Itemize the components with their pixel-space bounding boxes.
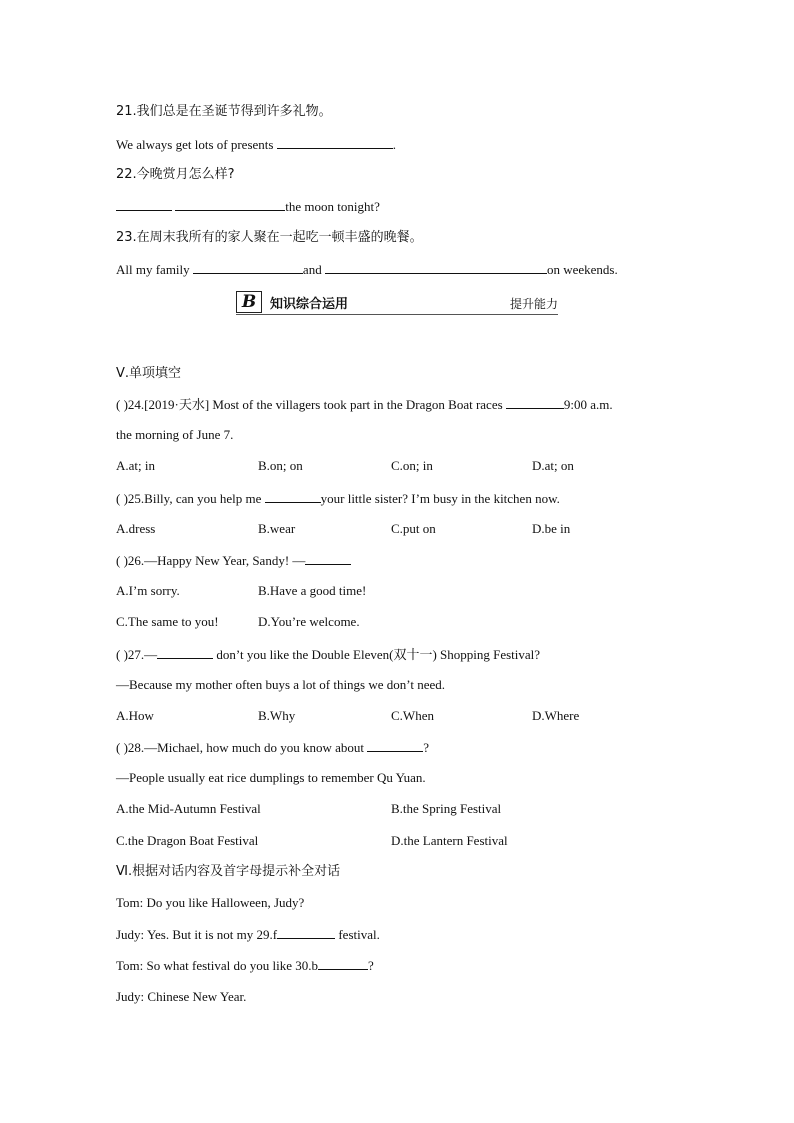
- answer-blank[interactable]: [265, 490, 321, 503]
- dialog-line: Judy: Chinese New Year.: [116, 989, 247, 1004]
- q24-stem-cont: the morning of June 7.: [116, 427, 234, 442]
- banner-title: 知识综合运用: [270, 297, 349, 312]
- answer-blank[interactable]: [157, 646, 213, 659]
- q27-option-c[interactable]: C.When: [391, 708, 434, 723]
- q28-option-c[interactable]: C.the Dragon Boat Festival: [116, 833, 259, 848]
- q24-option-c[interactable]: C.on; in: [391, 458, 433, 473]
- q27-stem: ( )27.— don’t you like the Double Eleven(双十一) Shopping Festival?: [116, 647, 541, 662]
- q25-option-a[interactable]: A.dress: [116, 521, 156, 536]
- q25-stem: ( )25.Billy, can you help me your little sister? I’m busy in the kitchen now.: [116, 491, 560, 506]
- q22-chinese: 22.今晚赏月怎么样?: [116, 167, 235, 182]
- q26-option-d[interactable]: D.You’re welcome.: [258, 614, 360, 629]
- answer-blank[interactable]: [318, 957, 368, 970]
- banner-badge-b: B: [236, 291, 262, 313]
- banner-divider: [236, 314, 558, 315]
- section-banner: [236, 291, 558, 315]
- section-6-title: Ⅵ.根据对话内容及首字母提示补全对话: [116, 864, 341, 879]
- q26-option-a[interactable]: A.I’m sorry.: [116, 583, 180, 598]
- q26-option-c[interactable]: C.The same to you!: [116, 614, 219, 629]
- answer-blank[interactable]: [325, 261, 547, 274]
- answer-blank[interactable]: [277, 926, 335, 939]
- answer-blank[interactable]: [193, 261, 303, 274]
- dialog-line: Judy: Yes. But it is not my 29.f festival.: [116, 927, 380, 942]
- q28-option-b[interactable]: B.the Spring Festival: [391, 801, 502, 816]
- answer-blank[interactable]: [116, 198, 172, 211]
- answer-blank[interactable]: [175, 198, 285, 211]
- q28-stem: ( )28.—Michael, how much do you know about ?: [116, 740, 430, 755]
- q26-stem: ( )26.—Happy New Year, Sandy! —: [116, 552, 351, 569]
- answer-blank[interactable]: [506, 396, 564, 409]
- q25-option-b[interactable]: B.wear: [258, 521, 296, 536]
- q27-option-d[interactable]: D.Where: [532, 708, 580, 723]
- q24-stem: ( )24.[2019·天水] Most of the villagers took part in the Dragon Boat races 9:00 a.m.: [116, 397, 613, 412]
- banner-subtitle: 提升能力: [509, 297, 558, 311]
- q26-option-b[interactable]: B.Have a good time!: [258, 583, 367, 598]
- q27-option-a[interactable]: A.How: [116, 708, 154, 723]
- q25-option-c[interactable]: C.put on: [391, 521, 436, 536]
- q24-option-a[interactable]: A.at; in: [116, 458, 155, 473]
- q21-english: We always get lots of presents .: [116, 137, 396, 152]
- q22-english: the moon tonight?: [116, 198, 380, 215]
- answer-blank[interactable]: [305, 552, 351, 565]
- q28-reply: —People usually eat rice dumplings to remember Qu Yuan.: [116, 770, 426, 785]
- q23-english: All my family and on weekends.: [116, 262, 618, 277]
- dialog-line: Tom: So what festival do you like 30.b ?: [116, 958, 374, 973]
- section-5-title: Ⅴ.单项填空: [116, 366, 182, 381]
- q24-option-d[interactable]: D.at; on: [532, 458, 574, 473]
- dialog-line: Tom: Do you like Halloween, Judy?: [116, 895, 305, 910]
- q27-option-b[interactable]: B.Why: [258, 708, 296, 723]
- q23-chinese: 23.在周末我所有的家人聚在一起吃一顿丰盛的晚餐。: [116, 230, 423, 245]
- answer-blank[interactable]: [367, 739, 423, 752]
- q27-reply: —Because my mother often buys a lot of things we don’t need.: [116, 677, 446, 692]
- q25-option-d[interactable]: D.be in: [532, 521, 571, 536]
- answer-blank[interactable]: [277, 136, 393, 149]
- q28-option-a[interactable]: A.the Mid-Autumn Festival: [116, 801, 261, 816]
- q21-chinese: 21.我们总是在圣诞节得到许多礼物。: [116, 104, 332, 119]
- q24-option-b[interactable]: B.on; on: [258, 458, 303, 473]
- q28-option-d[interactable]: D.the Lantern Festival: [391, 833, 508, 848]
